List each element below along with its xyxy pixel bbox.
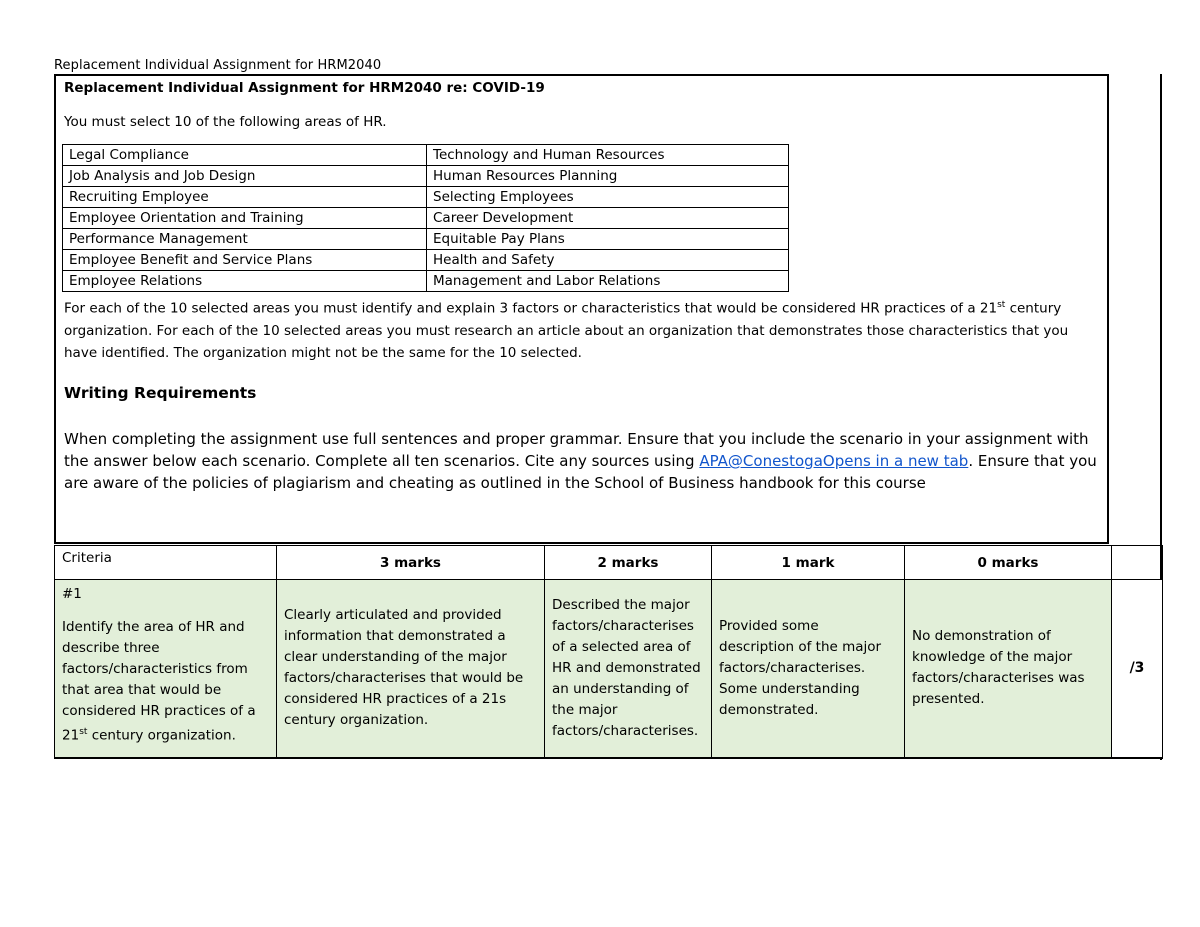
criteria-text-2: century organization. (87, 727, 236, 744)
hr-area-cell: Career Development (427, 208, 789, 229)
criteria-text (62, 617, 269, 747)
rubric-3-marks-cell: Clearly articulated and provided information that demonstrated a clear understanding of the major factors/characterises that would be considered HR practices of a 21s century organization. (277, 580, 545, 758)
rubric-score-cell: /3 (1112, 580, 1163, 758)
page-header-title: Replacement Individual Assignment for HRM2040 (54, 58, 382, 73)
rubric-header-2-marks: 2 marks (545, 546, 712, 580)
hr-areas-table (62, 144, 789, 292)
rubric-row (55, 580, 1163, 758)
criteria-number: #1 (62, 586, 82, 602)
ordinal-suffix: st (997, 300, 1006, 310)
assignment-box (54, 74, 1109, 544)
writing-text-2: . Ensure that you are aware of the policies of plagiarism and cheating as outlined in the School of Business handbook for this course (64, 452, 1097, 492)
instructions-paragraph (64, 294, 1104, 364)
hr-area-row (63, 208, 789, 229)
rubric-header-1-mark: 1 mark (712, 546, 905, 580)
criteria-text-1: Identify the area of HR and describe three factors/characteristics from that area that would be considered HR practices of a 21 (62, 619, 256, 744)
hr-area-cell: Legal Compliance (63, 145, 427, 166)
rubric-0-marks-cell: No demonstration of knowledge of the major factors/characterises was presented. (905, 580, 1112, 758)
rubric-2-marks-cell: Described the major factors/characterises of a selected area of HR and demonstrated an understanding of the major factors/characterises. (545, 580, 712, 758)
hr-area-row (63, 271, 789, 292)
hr-area-row (63, 187, 789, 208)
hr-area-row (63, 250, 789, 271)
hr-area-cell: Management and Labor Relations (427, 271, 789, 292)
hr-area-cell: Technology and Human Resources (427, 145, 789, 166)
hr-area-cell: Performance Management (63, 229, 427, 250)
rubric-header-criteria: Criteria (55, 546, 277, 580)
hr-area-cell: Human Resources Planning (427, 166, 789, 187)
rubric-1-mark-cell: Provided some description of the major factors/characterises. Some understanding demonstrated. (712, 580, 905, 758)
hr-area-row (63, 145, 789, 166)
hr-area-cell: Job Analysis and Job Design (63, 166, 427, 187)
rubric-header-0-marks: 0 marks (905, 546, 1112, 580)
rubric-header-3-marks: 3 marks (277, 546, 545, 580)
instructions-text-2: century organization. For each of the 10 selected areas you must research an article about an organization that demonstrates those characteristics that you have identified. The organization might not be the same for the 10 selected. (64, 300, 1069, 361)
assignment-title: Replacement Individual Assignment for HRM2040 re: COVID-19 (64, 80, 545, 96)
hr-area-cell: Selecting Employees (427, 187, 789, 208)
hr-area-cell: Employee Benefit and Service Plans (63, 250, 427, 271)
writing-requirements-heading: Writing Requirements (64, 384, 257, 402)
hr-area-cell: Employee Orientation and Training (63, 208, 427, 229)
hr-area-cell: Health and Safety (427, 250, 789, 271)
hr-area-row (63, 229, 789, 250)
rubric-criteria-cell (55, 580, 277, 758)
writing-requirements-paragraph (64, 428, 1104, 494)
rubric-table (54, 545, 1163, 759)
hr-area-row (63, 166, 789, 187)
hr-area-cell: Recruiting Employee (63, 187, 427, 208)
criteria-ordinal-suffix: st (79, 727, 88, 737)
hr-area-cell: Employee Relations (63, 271, 427, 292)
hr-area-cell: Equitable Pay Plans (427, 229, 789, 250)
rubric-header-score (1112, 546, 1163, 580)
apa-link[interactable]: APA@ConestogaOpens in a new tab (699, 452, 969, 470)
assignment-intro: You must select 10 of the following areas of HR. (64, 114, 387, 130)
instructions-text-1: For each of the 10 selected areas you must identify and explain 3 factors or characteristics that would be considered HR practices of a 21 (64, 300, 998, 317)
writing-text-1: When completing the assignment use full sentences and proper grammar. Ensure that you include the scenario in your assignment with the answer below each scenario. Complete all ten scenarios. Cite any sources using (64, 430, 1089, 470)
